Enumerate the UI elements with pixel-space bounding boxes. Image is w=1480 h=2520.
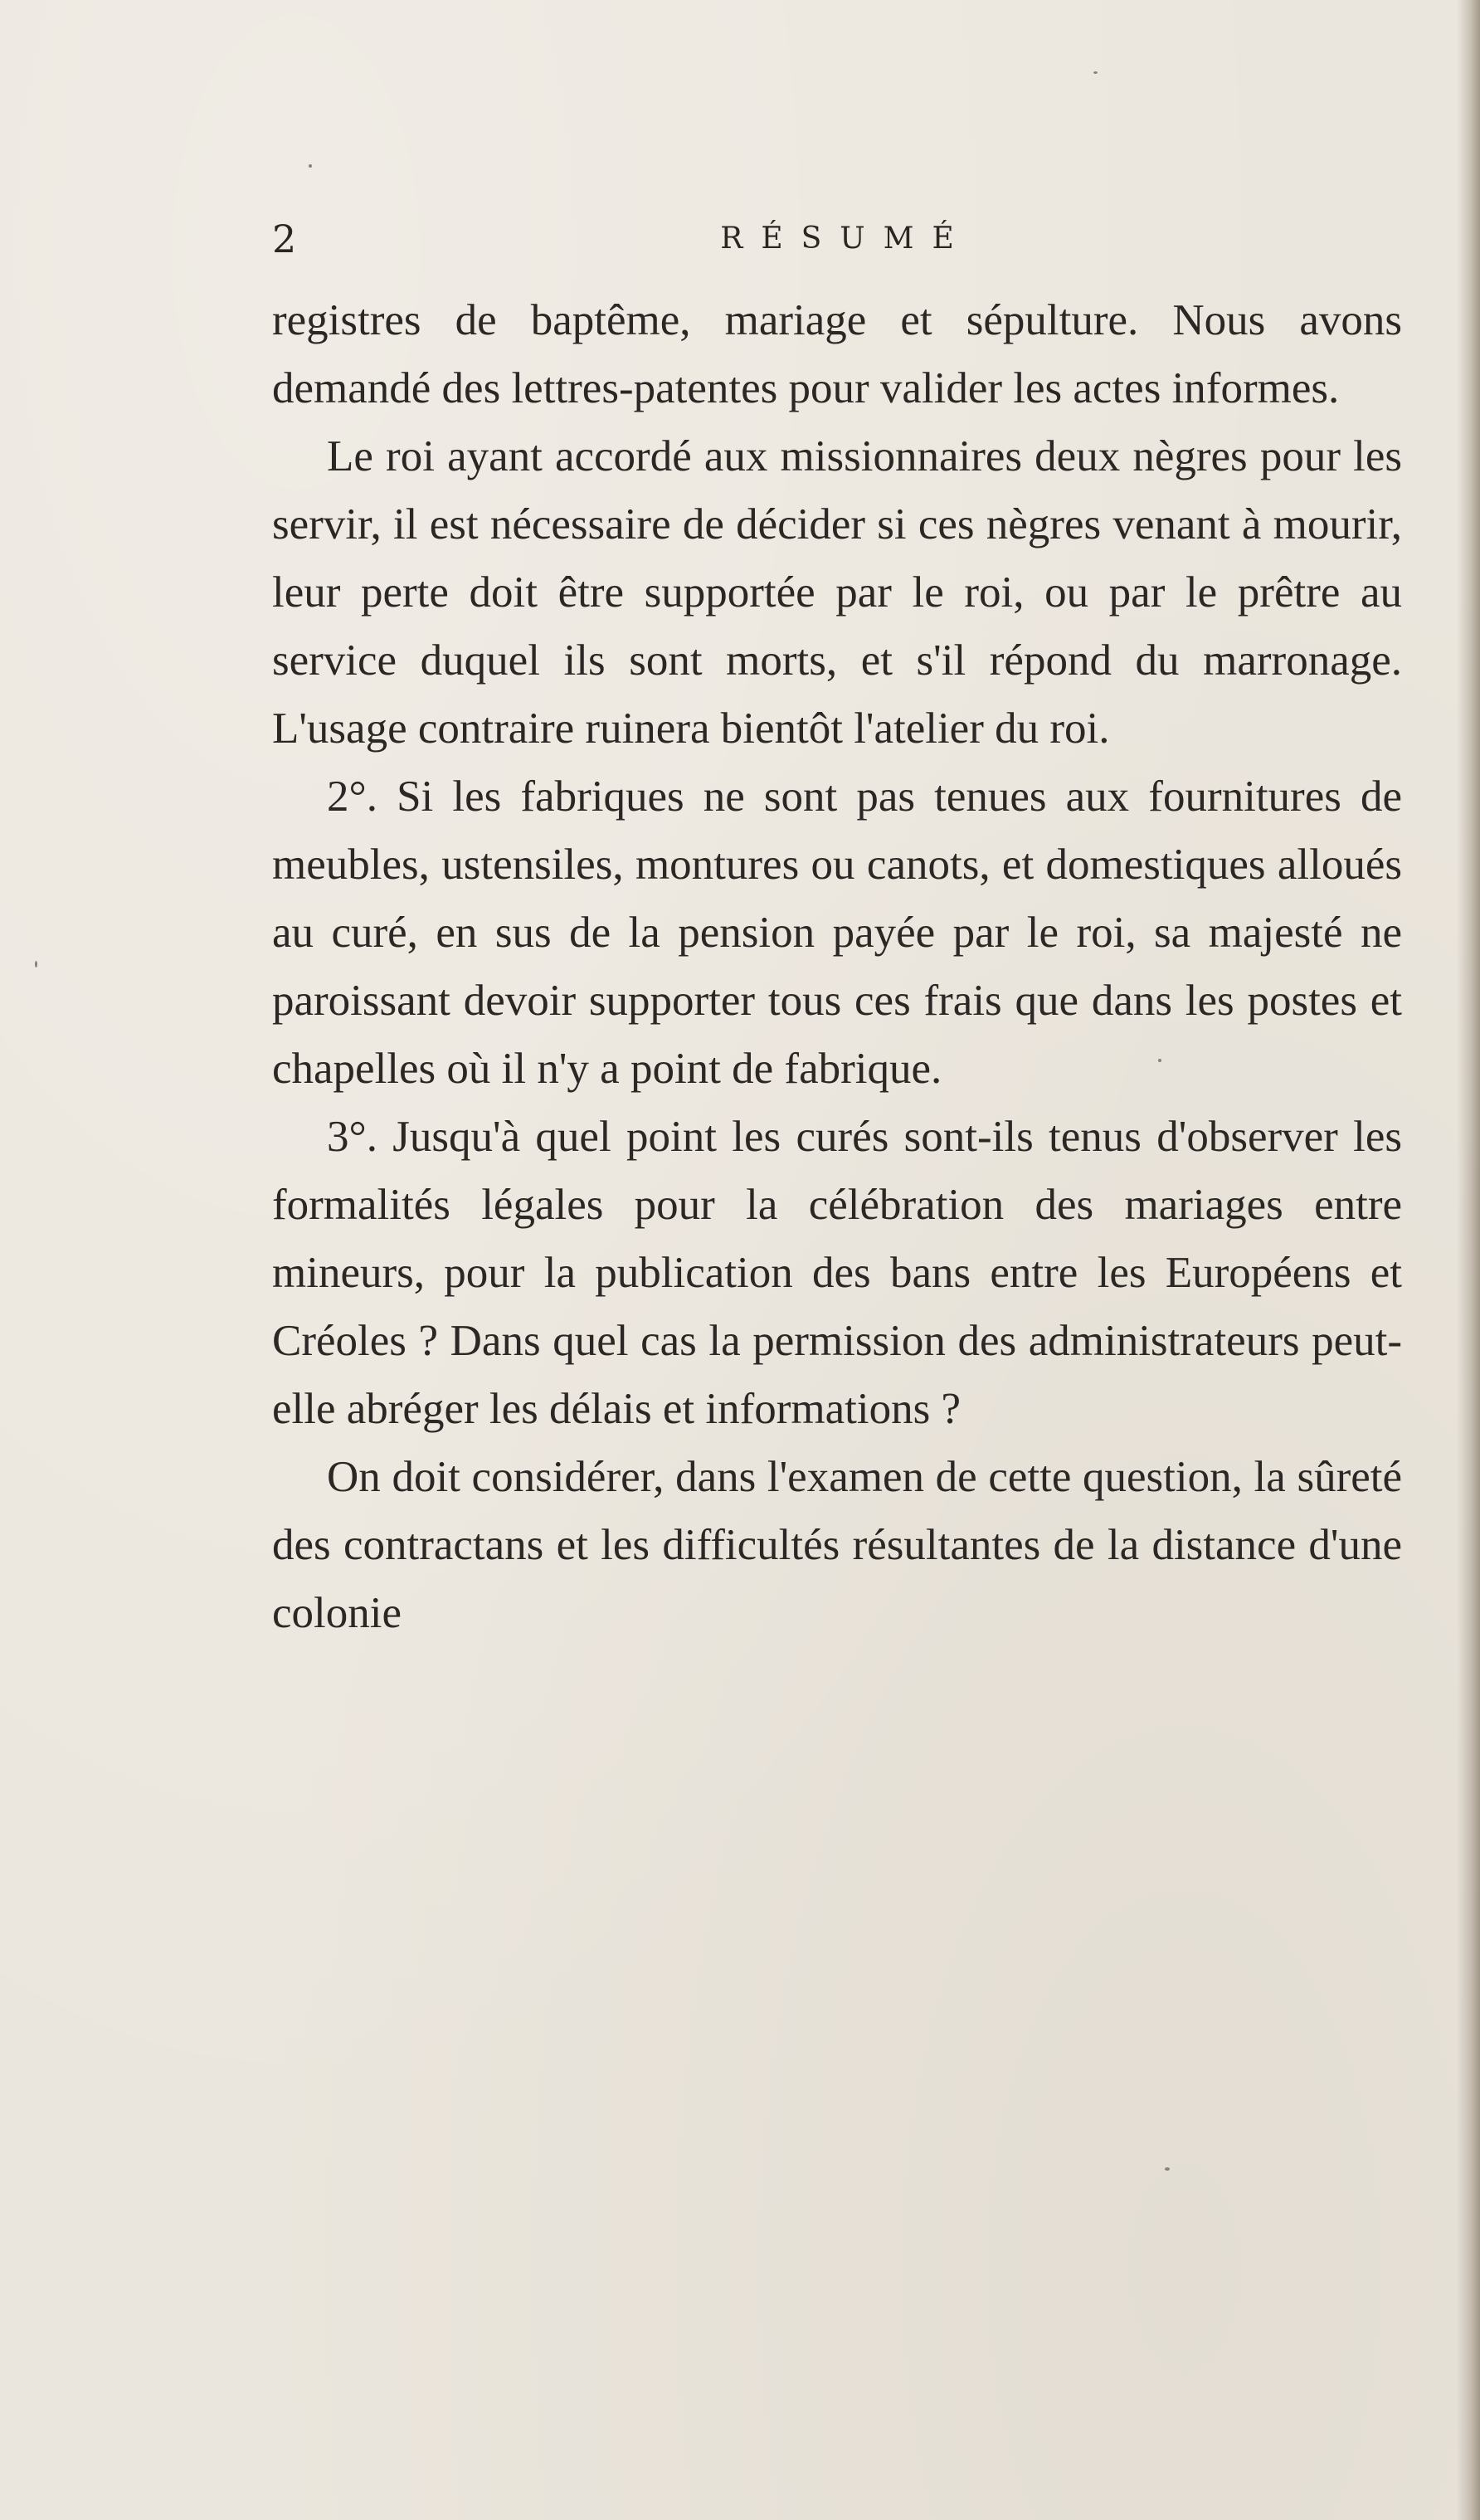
paragraph-consideration: On doit considérer, dans l'examen de cette question, la sûreté des contractans et les difficultés résultantes de la distance d'une colonie bbox=[272, 1453, 1402, 1637]
paragraph-missionaries: Le roi ayant accordé aux missionnaires deux nègres pour les servir, il est nécessaire de décider si ces nègres venant à mourir, leur perte doit être supportée par le roi, ou par le prêtre au service duquel ils sont morts, et s'il répond du marronage. L'usage contraire ruinera bientôt l'atelier du roi. bbox=[272, 432, 1402, 753]
paragraph-continuation: registres de baptême, mariage et sépulture. Nous avons demandé des lettres-patentes pour valider les actes informes. bbox=[272, 296, 1402, 412]
page-edge-shadow bbox=[1457, 0, 1480, 2520]
page-header bbox=[272, 214, 1402, 264]
paper-speck bbox=[35, 961, 37, 968]
paragraph-point-2: 2°. Si les fabriques ne sont pas tenues aux fournitures de meubles, ustensiles, montures ou canots, et domestiques alloués au curé, en sus de la pension payée par le roi, sa majesté ne paroissant devoir supporter tous ces frais que dans les postes et chapelles où il n'y a point de fabrique. bbox=[272, 773, 1402, 1093]
body-text bbox=[272, 286, 1402, 1647]
paragraph-point-3: 3°. Jusqu'à quel point les curés sont-ils tenus d'observer les formalités légales pour la célébration des mariages entre mineurs, pour la publication des bans entre les Européens et Créoles ? Dans quel cas la permission des administrateurs peut-elle abréger les délais et informations ? bbox=[272, 1113, 1402, 1433]
page-number: 2 bbox=[272, 217, 297, 261]
paper-speck bbox=[1165, 2167, 1170, 2171]
running-head: RÉSUMÉ bbox=[720, 222, 972, 256]
paper-speck bbox=[309, 164, 312, 168]
paper-speck bbox=[1158, 1059, 1161, 1062]
paper-speck bbox=[1093, 71, 1098, 74]
